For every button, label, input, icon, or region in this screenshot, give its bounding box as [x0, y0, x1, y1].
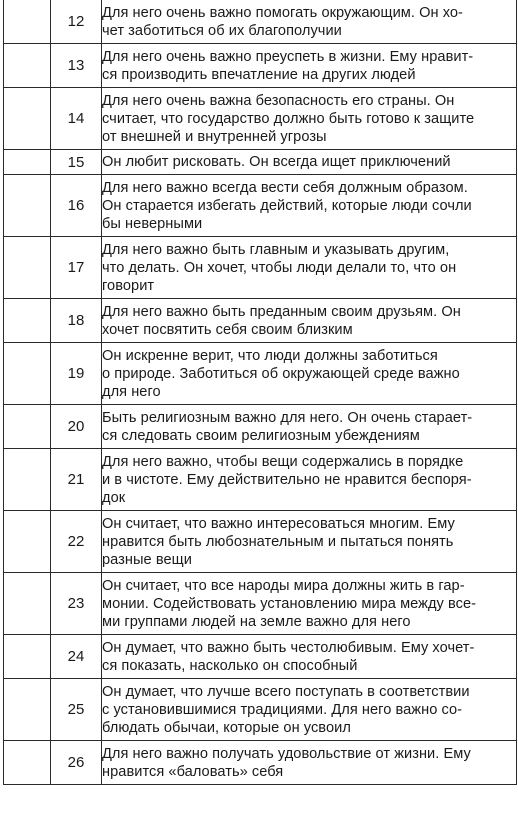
statement-line: ся производить впечатление на других людей	[102, 66, 416, 83]
empty-cell	[4, 449, 51, 511]
item-number: 17	[51, 237, 102, 299]
statement-line: нравится «баловать» себя	[102, 763, 284, 780]
table-row	[4, 511, 517, 573]
empty-cell	[4, 679, 51, 741]
item-number: 26	[51, 741, 102, 785]
statement-line: чет заботиться об их благополучии	[102, 22, 342, 39]
table-row	[4, 343, 517, 405]
item-statement	[102, 573, 517, 635]
statement-line: от внешней и внутренней угрозы	[102, 128, 327, 145]
item-statement	[102, 405, 517, 449]
statement-line: с установившимися традициями. Для него важно со-	[102, 701, 463, 718]
statement-line: Он старается избегать действий, которые люди сочли	[102, 197, 472, 214]
statement-line: Он считает, что все народы мира должны жить в гар-	[102, 577, 465, 594]
statement-line: что делать. Он хочет, чтобы люди делали то, что он	[102, 259, 457, 276]
empty-cell	[4, 88, 51, 150]
empty-cell	[4, 150, 51, 175]
statement-line: блюдать обычаи, которые он усвоил	[102, 719, 351, 736]
item-number: 19	[51, 343, 102, 405]
item-number: 13	[51, 44, 102, 88]
table-row	[4, 405, 517, 449]
statement-line: ся следовать своим религиозным убеждениям	[102, 427, 420, 444]
statement-line: Для него важно быть главным и указывать другим,	[102, 241, 450, 258]
statement-line: и в чистоте. Ему действительно не нравится беспоря-	[102, 471, 472, 488]
table-row	[4, 741, 517, 785]
questionnaire-table	[3, 0, 517, 785]
statement-line: Для него очень важна безопасность его страны. Он	[102, 92, 455, 109]
item-number: 18	[51, 299, 102, 343]
table-row	[4, 175, 517, 237]
statement-line: Для него очень важно преуспеть в жизни. Ему нравит-	[102, 48, 474, 65]
statement-line: говорит	[102, 277, 155, 294]
statement-line: хочет посвятить себя своим близким	[102, 321, 353, 338]
empty-cell	[4, 343, 51, 405]
empty-cell	[4, 0, 51, 44]
empty-cell	[4, 405, 51, 449]
empty-cell	[4, 741, 51, 785]
table-row	[4, 0, 517, 44]
item-number: 22	[51, 511, 102, 573]
item-statement	[102, 449, 517, 511]
item-statement	[102, 150, 517, 175]
table-row	[4, 679, 517, 741]
table-row	[4, 88, 517, 150]
statement-line: Для него важно получать удовольствие от жизни. Ему	[102, 745, 471, 762]
item-number: 25	[51, 679, 102, 741]
item-number: 21	[51, 449, 102, 511]
statement-line: Он искренне верит, что люди должны заботиться	[102, 347, 438, 364]
item-statement	[102, 0, 517, 44]
table-row	[4, 449, 517, 511]
empty-cell	[4, 175, 51, 237]
statement-line: Он думает, что важно быть честолюбивым. Ему хочет-	[102, 639, 475, 656]
statement-line: Он думает, что лучше всего поступать в соответствии	[102, 683, 470, 700]
item-statement	[102, 88, 517, 150]
item-statement	[102, 741, 517, 785]
statement-line: о природе. Заботиться об окружающей среде важно	[102, 365, 460, 382]
statement-line: монии. Содействовать установлению мира между все-	[102, 595, 477, 612]
item-number: 24	[51, 635, 102, 679]
table-row	[4, 237, 517, 299]
statement-line: Он считает, что важно интересоваться многим. Ему	[102, 515, 455, 532]
item-number: 12	[51, 0, 102, 44]
item-statement	[102, 299, 517, 343]
questionnaire-body	[4, 0, 517, 785]
table-row	[4, 299, 517, 343]
item-statement	[102, 511, 517, 573]
statement-line: Он любит рисковать. Он всегда ищет приключений	[102, 154, 451, 170]
statement-line: ся показать, насколько он способный	[102, 657, 358, 674]
statement-line: нравится быть любознательным и пытаться понять	[102, 533, 454, 550]
table-row	[4, 573, 517, 635]
statement-line: Для него важно быть преданным своим друзьям. Он	[102, 303, 461, 320]
statement-line: Для него очень важно помогать окружающим. Он хо-	[102, 4, 463, 21]
statement-line: Для него важно, чтобы вещи содержались в порядке	[102, 453, 464, 470]
item-number: 23	[51, 573, 102, 635]
item-number: 14	[51, 88, 102, 150]
statement-line: док	[102, 489, 126, 506]
statement-line: разные вещи	[102, 551, 192, 568]
empty-cell	[4, 511, 51, 573]
item-number: 20	[51, 405, 102, 449]
item-statement	[102, 237, 517, 299]
item-number: 16	[51, 175, 102, 237]
statement-line: бы неверными	[102, 215, 203, 232]
item-statement	[102, 175, 517, 237]
statement-line: Быть религиозным важно для него. Он очень старает-	[102, 409, 473, 426]
statement-line: для него	[102, 383, 161, 400]
item-statement	[102, 635, 517, 679]
empty-cell	[4, 573, 51, 635]
statement-line: Для него важно всегда вести себя должным образом.	[102, 179, 468, 196]
table-row	[4, 635, 517, 679]
empty-cell	[4, 44, 51, 88]
statement-line: считает, что государство должно быть готово к защите	[102, 110, 475, 127]
empty-cell	[4, 299, 51, 343]
item-statement	[102, 44, 517, 88]
statement-line: ми группами людей на земле важно для него	[102, 613, 411, 630]
item-number: 15	[51, 150, 102, 175]
empty-cell	[4, 237, 51, 299]
table-row	[4, 150, 517, 175]
item-statement	[102, 343, 517, 405]
item-statement	[102, 679, 517, 741]
table-row	[4, 44, 517, 88]
empty-cell	[4, 635, 51, 679]
